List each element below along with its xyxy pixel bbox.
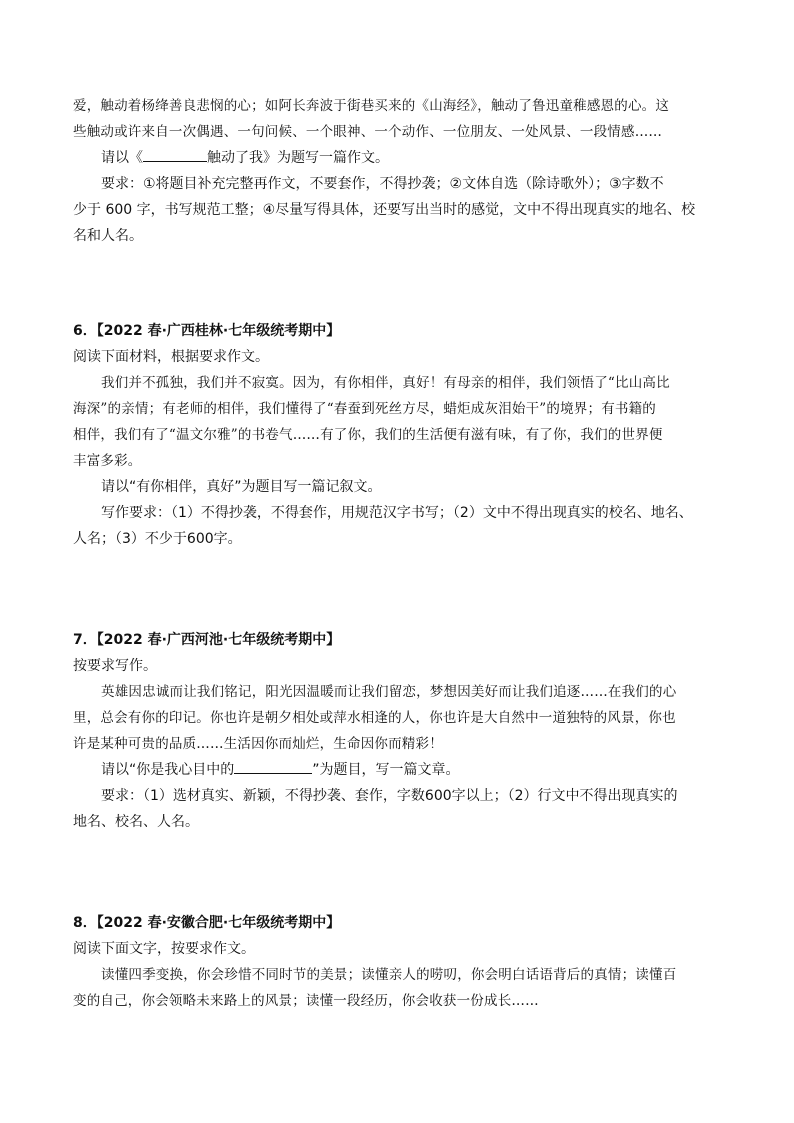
material-text: 里，总会有你的印记。你也许是朝夕相处或萍水相逢的人，你也许是大自然中一道独特的风景，你也 [73, 710, 676, 726]
question-5-continuation [73, 93, 725, 249]
fill-in-blank [143, 147, 207, 162]
question-heading [73, 910, 725, 936]
instruction-text: 阅读下面材料，根据要求作文。 [73, 349, 269, 365]
material-text: 相伴，我们有了“温文尔雅”的书卷气……有了你，我们的生活便有滋有味，有了你，我们的世界便 [73, 427, 663, 443]
question-6 [73, 318, 725, 552]
requirements-text: 要求：（1）选材真实、新颖，不得抄袭、套作，字数600字以上；（2）行文中不得出现真实的 [101, 788, 678, 804]
requirements-text: 地名、校名、人名。 [73, 814, 199, 830]
question-number: 8． [73, 915, 97, 931]
instruction-text: 阅读下面文字，按要求作文。 [73, 941, 255, 957]
material-text: 海深”的亲情；有老师的相伴，我们懂得了“春蚕到死丝方尽，蜡炬成灰泪始干”的境界；有书籍的 [73, 401, 657, 417]
writing-prompt: 请以“有你相伴，真好”为题目写一篇记叙文。 [101, 479, 382, 495]
question-heading [73, 627, 725, 653]
material-text: 变的自己，你会领略未来路上的风景；读懂一段经历，你会收获一份成长…… [73, 993, 539, 1009]
material-text: 丰富多彩。 [73, 453, 142, 469]
requirements-text: 人名；（3）不少于600字。 [73, 531, 242, 547]
prompt-prefix: 请以《 [101, 150, 143, 166]
requirements-text: 少于 600 字，书写规范工整；④尽量写得具体，还要写出当时的感觉，文中不得出现真实的地名、校 [73, 202, 696, 218]
question-heading [73, 318, 725, 344]
material-text: 我们并不孤独，我们并不寂寞。因为，有你相伴，真好！有母亲的相伴，我们领悟了“比山高比 [101, 375, 670, 391]
requirements-text: 写作要求：（1）不得抄袭，不得套作，用规范汉字书写；（2）文中不得出现真实的校名、地名、 [101, 505, 693, 521]
material-text: 许是某种可贵的品质……生活因你而灿烂，生命因你而精彩！ [73, 736, 443, 752]
prompt-prefix: 请以“你是我心目中的 [101, 762, 235, 778]
fill-in-blank [234, 759, 312, 774]
question-source: 【2022 春·安徽合肥·七年级统考期中】 [96, 915, 341, 931]
question-source: 【2022 春·广西河池·七年级统考期中】 [96, 632, 341, 648]
requirements-text: 要求：①将题目补充完整再作文，不要套作，不得抄袭；②文体自选（除诗歌外）；③字数不 [101, 176, 664, 192]
question-number: 6． [73, 323, 97, 339]
question-source: 【2022 春·广西桂林·七年级统考期中】 [96, 323, 341, 339]
question-number: 7． [73, 632, 97, 648]
question-8 [73, 910, 725, 1014]
instruction-text: 按要求写作。 [73, 658, 157, 674]
material-text: 爱，触动着杨绛善良悲悯的心；如阿长奔波于街巷买来的《山海经》，触动了鲁迅童稚感恩的心。这 [73, 98, 670, 114]
prompt-suffix: ”为题目，写一篇文章。 [312, 762, 460, 778]
material-text: 些触动或许来自一次偶遇、一句问候、一个眼神、一个动作、一位朋友、一处风景、一段情感…… [73, 124, 663, 140]
requirements-text: 名和人名。 [73, 228, 143, 244]
material-text: 读懂四季变换，你会珍惜不同时节的美景；读懂亲人的唠叨，你会明白话语背后的真情；读懂百 [101, 967, 677, 983]
writing-prompt [73, 757, 725, 783]
question-7 [73, 627, 725, 835]
prompt-suffix: 触动了我》为题写一篇作文。 [207, 150, 389, 166]
material-text: 英雄因忠诚而让我们铭记，阳光因温暖而让我们留恋，梦想因美好而让我们追逐……在我们的心 [101, 684, 677, 700]
writing-prompt [73, 145, 725, 171]
